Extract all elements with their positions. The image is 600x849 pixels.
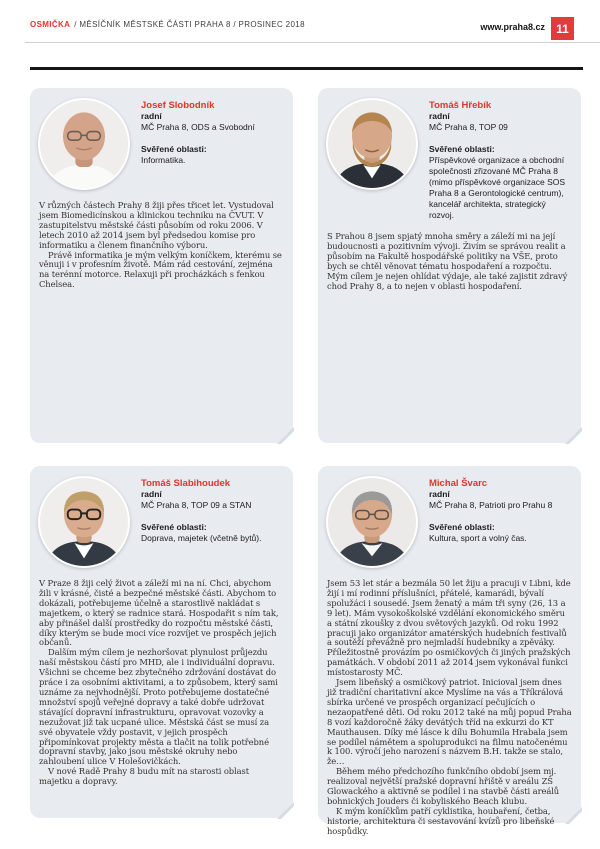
profile-card-tomas-hrebik [318, 88, 581, 443]
profile-header [30, 466, 293, 568]
bio-paragraph: K mým koníčkům patří cyklistika, houbaření, četba, historie, architektura či sestavování kvízů pro libeňské hospůdky. [327, 805, 555, 836]
profile-name: Tomáš Slabihoudek [141, 478, 231, 489]
areas-label: Svěřené oblasti: [429, 144, 495, 154]
areas-text: Kultura, sport a volný čas. [429, 533, 527, 543]
profile-info [429, 98, 572, 221]
profile-photo [38, 98, 130, 190]
profile-role: radní [141, 489, 162, 499]
profile-bio [318, 568, 581, 837]
section-rule [30, 67, 583, 70]
bio-paragraph: V Praze 8 žiji celý život a záleží mi na ní. Chci, abychom žili v krásné, čisté a bezpečné městské části. Abychom to dokázali, potřebujeme účelně a starostlivě nakládat s majetkem, o který se radnice stará. Hospodařit s ním tak, aby přinášel další prostředky do rozpočtu městské části, díky kterým se bude moci více rozvíjet ve prospěch jejich občanů. [39, 578, 279, 648]
header-divider [25, 42, 600, 43]
profile-photo [326, 476, 418, 568]
person-avatar-icon [328, 100, 416, 188]
profile-role: radní [429, 489, 450, 499]
profile-photo [326, 98, 418, 190]
profile-affiliation: MČ Praha 8, TOP 09 [429, 122, 508, 132]
profile-role: radní [429, 111, 450, 121]
bio-paragraph: V různých částech Prahy 8 žiji přes třicet let. Vystudoval jsem Biomedicínskou a klinickou techniku na ČVUT. V zastupitelstvu městské části působím od roku 2006. V letech 2010 až 2014 jsem byl předsedou komise pro informatiku a členem finančního výboru. [39, 200, 274, 250]
profile-header [318, 466, 581, 568]
profile-affiliation: MČ Praha 8, Patrioti pro Prahu 8 [429, 500, 553, 510]
bio-paragraph: Během mého předchozího funkčního období jsem mj. realizoval největší pražské dopravní hřiště v areálu ZŠ Glowackého a aktivně se podílel i na stavbě části areálů bohnických Jouders či kobyliského Beach klubu. [327, 766, 560, 806]
profile-name: Tomáš Hřebík [429, 100, 492, 111]
bio-paragraph: Právě informatika je mým velkým koníčkem, kterému se věnuji i v profesním životě. Mám rád cestování, zejména na terénní motorce. Relaxuji při procházkách s fenkou Chelsea. [39, 249, 282, 290]
profile-info [141, 98, 255, 190]
profile-card-michal-svarc [318, 466, 581, 836]
bio-paragraph: Jsem libeňský a osmičkový patriot. Inicioval jsem dnes již tradiční charitativní akce Myslíme na vás a Tříkrálová sbírka určené ve prospěch organizací pečujících o nezaopatřené děti. Od roku 2012 také na můj popud Praha 8 vozí každoročně žáky devátých tříd na exkurzi do KT Mauthausen. Díky mé lásce k dílu Bohumila Hrabala jsem se podílel námětem a spoluprodukci na filmu natočenému k 100. výročí jeho narození s názvem B.H. takže se stalo, že… [327, 677, 572, 767]
bio-paragraph: V nové Radě Prahy 8 budu mít na starosti oblast majetku a dopravy. [39, 766, 249, 787]
bio-paragraph: S Prahou 8 jsem spjatý mnoha směry a záleží mi na její budoucnosti a pozitivním vývoji. Živím se správou realit a působím na Fakultě hospodářské politiky na VŠE, proto bych se chtěl věnovat tématu hospodaření a rozpočtu. Mým cílem je nejen ohlídat výdaje, ale také zajistit zdravý chod Prahy 8, a to nejen v oblasti hospodaření. [327, 231, 568, 291]
areas-label: Svěřené oblasti: [141, 522, 207, 532]
profile-photo [38, 476, 130, 568]
person-avatar-icon [40, 478, 128, 566]
masthead-brand: OSMIČKA [30, 20, 71, 29]
profile-bio [30, 190, 293, 290]
profile-header [30, 88, 293, 190]
profile-info [429, 476, 552, 568]
profile-affiliation: MČ Praha 8, TOP 09 a STAN [141, 500, 252, 510]
person-avatar-icon [328, 478, 416, 566]
masthead [30, 20, 305, 29]
profile-name: Michal Švarc [429, 478, 488, 489]
profile-name: Josef Slobodník [141, 100, 215, 111]
profile-card-josef-slobodnik [30, 88, 293, 443]
profile-bio [30, 568, 293, 787]
website-url: www.praha8.cz [480, 22, 545, 32]
profile-role: radní [141, 111, 162, 121]
areas-text: Informatika. [141, 155, 186, 165]
areas-text: Příspěvkové organizace a obchodní společnosti zřizované MČ Praha 8 (mimo příspěvkové organizace SOS Praha 8 a Gerontologické centrum), kancelář architekta, strategický rozvoj. [429, 155, 566, 220]
page-number-badge: 11 [551, 17, 574, 40]
bio-paragraph: Dalším mým cílem je nezhoršovat plynulost průjezdu naší městskou částí pro MHD, ale i individuální dopravu. Všichni se chceme bez zbytečného zdržování dostávat do práce i za osobními aktivitami, a to způsobem, který sami uznáme za nejvhodnější. Proto potřebujeme dostatečné množství spojů veřejné dopravy a také dobře udržovat stávající dopravní infrastrukturu, opravovat vozovky a nezužovat již tak ucpané ulice. Městská část se musí za své obyvatele vždy postavit, v jejich prospěch připomínkovat projekty města a tlačit na tolik potřebné dopravní stavby, jako jsou městské okruhy nebo zahloubení ulice V Holešovičkách. [39, 647, 278, 767]
person-avatar-icon [40, 100, 128, 188]
areas-label: Svěřené oblasti: [141, 144, 207, 154]
masthead-subtitle: / MĚSÍČNÍK MĚSTSKÉ ČÁSTI PRAHA 8 / PROSINEC 2018 [74, 20, 305, 29]
profile-header [318, 88, 581, 221]
profile-card-tomas-slabihoudek [30, 466, 293, 818]
areas-text: Doprava, majetek (včetně bytů). [141, 533, 262, 543]
bio-paragraph: Jsem 53 let stár a bezmála 50 let žiju a pracuji v Libni, kde žijí i mí rodinní příslušníci, přátelé, kamarádi, bývalí spolužáci i sousedé. Jsem ženatý a mám tři syny (26, 13 a 9 let). Mám vysokoškolské vzdělání ekonomického směru a státní zkoušky z dvou světových jazyků. Od roku 1992 pracuji jako organizátor amatérských hudebních festivalů a soutěží převážně pro nejmladší hudebníky a zpěváky. Příležitostně provázím po osmičkových či jiných pražských památkách. V období 2011 až 2014 jsem vykonával funkci místostarosty MČ. [327, 578, 571, 678]
areas-label: Svěřené oblasti: [429, 522, 495, 532]
profile-info [141, 476, 261, 568]
profile-bio [318, 221, 581, 291]
profile-affiliation: MČ Praha 8, ODS a Svobodní [141, 122, 255, 132]
